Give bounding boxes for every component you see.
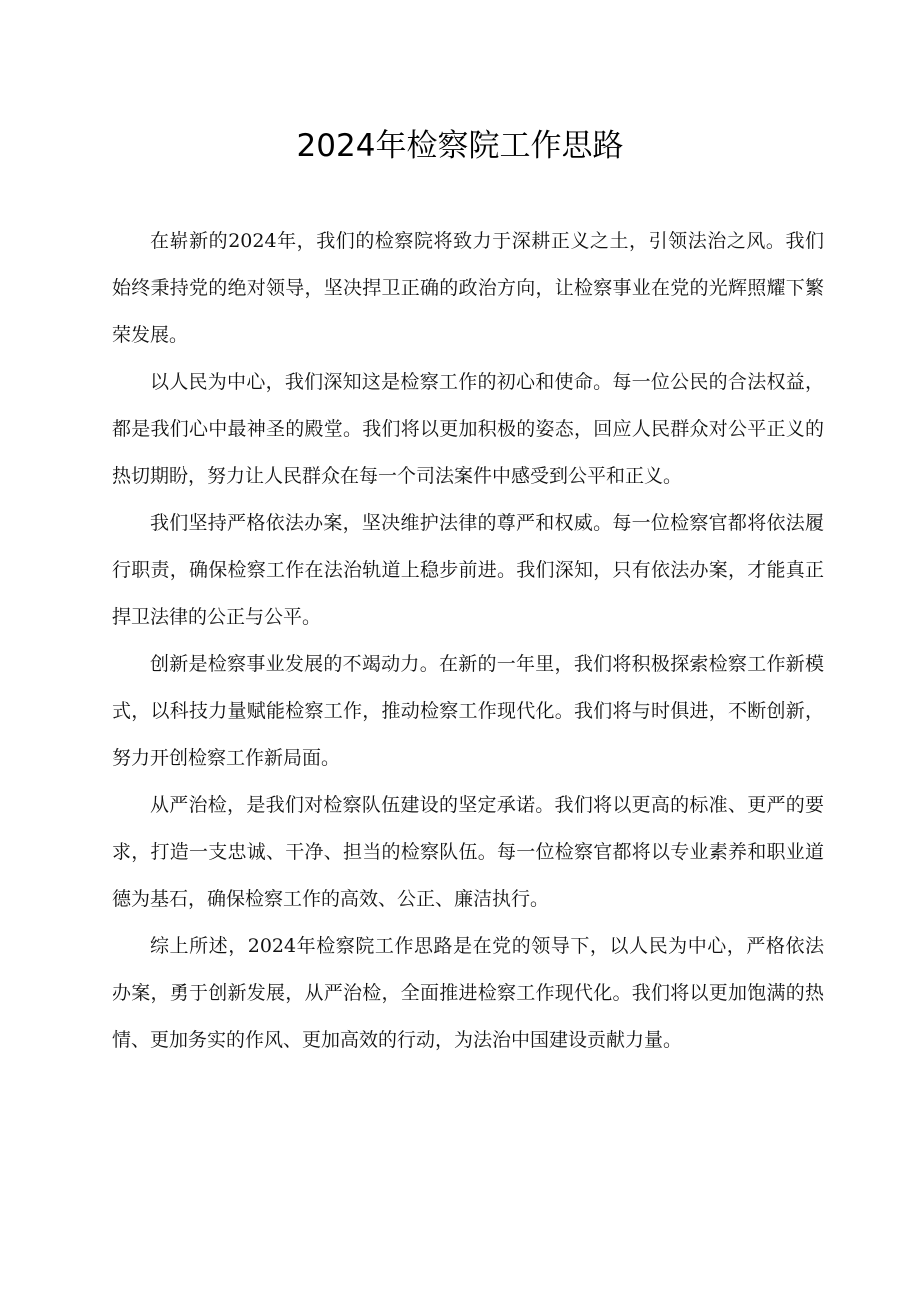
paragraph-3: 我们坚持严格依法办案，坚决维护法律的尊严和权威。每一位检察官都将依法履行职责，确保检察工作在法治轨道上稳步前进。我们深知，只有依法办案，才能真正捍卫法律的公正与公平。 [112, 512, 824, 628]
paragraph-4: 创新是检察事业发展的不竭动力。在新的一年里，我们将积极探索检察工作新模式，以科技力量赋能检察工作，推动检察工作现代化。我们将与时俱进，不断创新，努力开创检察工作新局面。 [112, 653, 824, 769]
paragraph-5: 从严治检，是我们对检察队伍建设的坚定承诺。我们将以更高的标准、更严的要求，打造一支忠诚、干净、担当的检察队伍。每一位检察官都将以专业素养和职业道德为基石，确保检察工作的高效、公正、廉洁执行。 [112, 794, 824, 910]
paragraph-6: 综上所述，2024年检察院工作思路是在党的领导下，以人民为中心，严格依法办案，勇于创新发展，从严治检，全面推进检察工作现代化。我们将以更加饱满的热情、更加务实的作风、更加高效的行动，为法治中国建设贡献力量。 [112, 935, 824, 1051]
paragraph-1: 在崭新的2024年，我们的检察院将致力于深耕正义之土，引领法治之风。我们始终秉持党的绝对领导，坚决捍卫正确的政治方向，让检察事业在党的光辉照耀下繁荣发展。 [112, 230, 824, 346]
paragraph-2: 以人民为中心，我们深知这是检察工作的初心和使命。每一位公民的合法权益，都是我们心中最神圣的殿堂。我们将以更加积极的姿态，回应人民群众对公平正义的热切期盼，努力让人民群众在每一个司法案件中感受到公平和正义。 [112, 371, 824, 487]
document-title: 2024年检察院工作思路 [296, 128, 624, 164]
document-body [112, 218, 824, 1064]
